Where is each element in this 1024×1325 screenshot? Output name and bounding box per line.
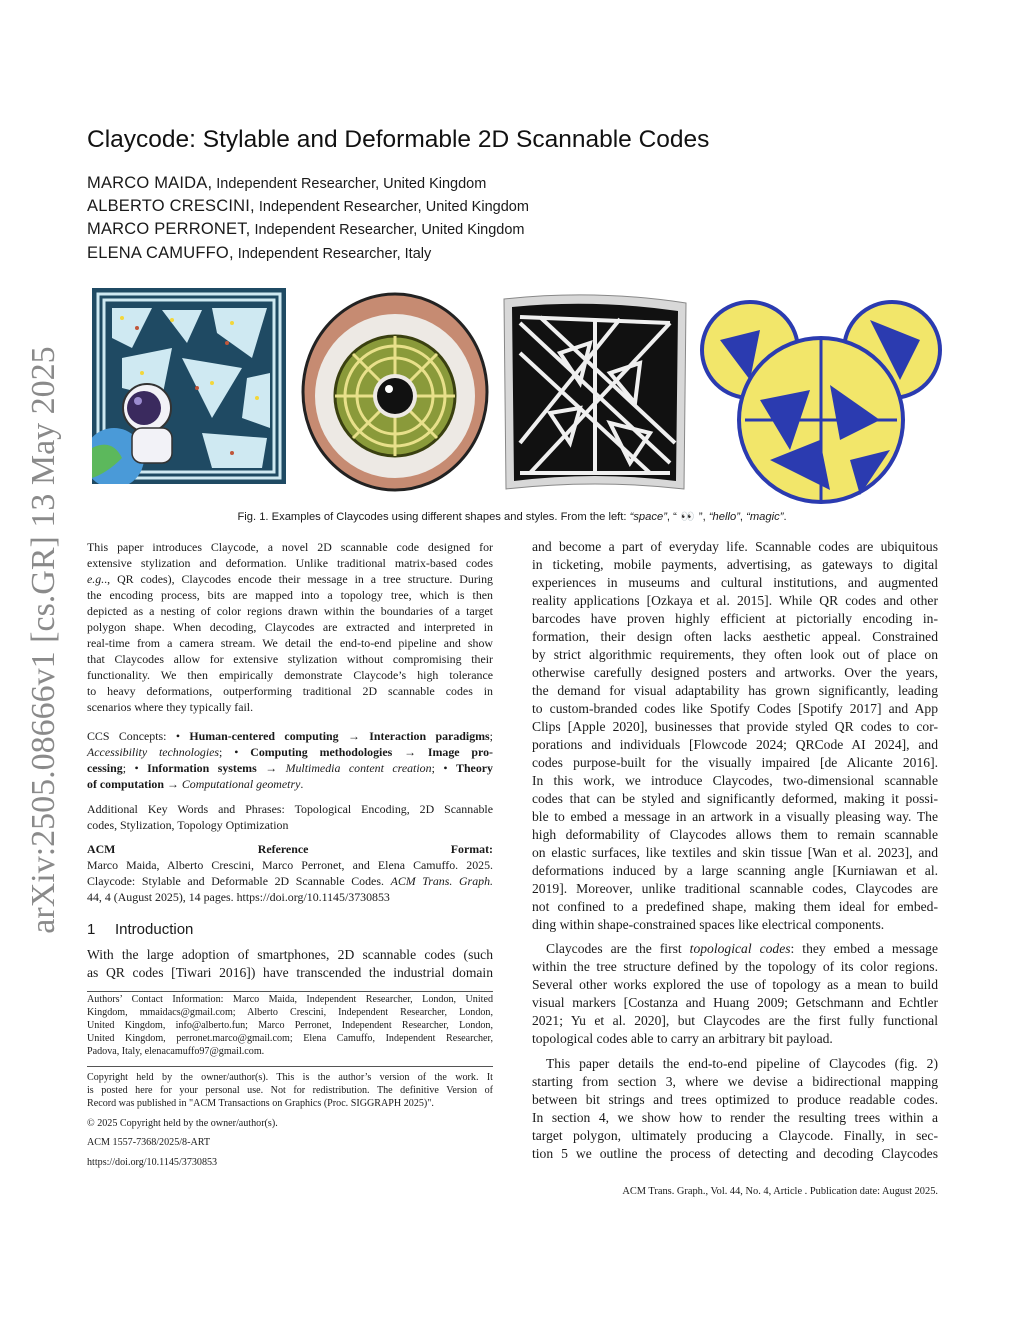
text-line: Additional Key Words and Phrases: Topological Encoding, 2D Scannable — [87, 802, 493, 816]
text-line — [87, 841, 493, 857]
italic-text: ACM Trans. Graph. — [390, 874, 493, 888]
text-line: https://doi.org/10.1145/3730853 — [87, 1156, 218, 1168]
italic-text: topological codes — [689, 941, 791, 957]
text-line: porations and individuals [Flowcode 2024; QRCode AI 2024], and — [532, 737, 938, 752]
section-heading-introduction — [87, 921, 193, 938]
text-line: ble to embed a message in an artwork in a visually pleasing way. The — [532, 809, 938, 824]
text-segment: Claycode: Stylable and Deformable 2D Scannable Codes. — [87, 874, 391, 888]
text-line: This paper introduces Claycode, a novel 2D scannable code designed for — [87, 540, 493, 554]
text-line: Copyright held by the owner/author(s). This is the author’s version of the work. It — [87, 1072, 493, 1083]
figure-caption — [0, 510, 1024, 523]
text-line: Record was published in "ACM Transactions on Graphics (Proc. SIGGRAPH 2025)". — [87, 1098, 434, 1109]
text-line: With the large adoption of smartphones, 2D scannable codes (such — [87, 947, 493, 962]
caption-separator: ”, — [698, 511, 709, 523]
text-line: within the tree structure defined by the topology of its color regions. — [532, 959, 938, 975]
section-number: 1 — [87, 921, 96, 938]
text-line: Clips [Apple 2020], businesses that provide styled QR codes to cor- — [532, 719, 938, 734]
section-title: Introduction — [115, 921, 194, 938]
claycode-magic-image — [700, 290, 942, 510]
paper-title: Claycode: Stylable and Deformable 2D Scannable Codes — [87, 126, 710, 153]
text-line: the demand for visual adaptability has grown significantly, leading — [532, 683, 938, 698]
author-affiliation: Independent Researcher, United Kingdom — [250, 222, 525, 238]
caption-separator: , — [739, 511, 747, 523]
text-line: formation, their design often lacks aesthetic appeal. Constrained — [532, 629, 938, 644]
bold-text: cessing — [87, 761, 123, 775]
text-line: © 2025 Copyright held by the owner/author(s). — [87, 1117, 278, 1129]
bold-text: Information systems — [147, 761, 257, 775]
bold-text: Theory — [456, 761, 494, 775]
text-line: barcodes have proven highly efficient at pictorially encoding in- — [532, 611, 938, 626]
text-segment: . — [300, 777, 304, 791]
caption-example-space: “space” — [629, 511, 667, 523]
author-name: MARCO PERRONET, — [87, 220, 251, 238]
text-line: United Kingdom, perronet.marco@gmail.com; Elena Camuffo, Independent Researcher, — [87, 1033, 493, 1044]
author-name: MARCO MAIDA, — [87, 174, 213, 192]
text-line: target polygon, ultimately producing a Claycode. Finally, in sec- — [532, 1127, 938, 1143]
text-line — [87, 760, 493, 776]
text-segment: → — [338, 729, 370, 743]
text-line: Padova, Italy, elenacamuffo97@gmail.com. — [87, 1046, 265, 1057]
text-line: by strict algorithmic requirements, they often look out of place on — [532, 647, 938, 662]
author-name: ELENA CAMUFFO, — [87, 244, 234, 262]
italic-text: Accessibility technologies — [87, 745, 220, 759]
text-line: to heavy deformations, outperforming traditional 2D scannable codes in — [87, 684, 493, 698]
text-line — [87, 571, 493, 587]
text-segment: : they embed a message — [790, 941, 938, 957]
text-segment: ; — [489, 729, 493, 743]
text-segment: → — [392, 745, 428, 759]
italic-text: Computational geometry — [181, 777, 301, 791]
text-line — [532, 940, 938, 958]
text-line: Several other works explored the use of topology as a mean to build — [532, 977, 938, 993]
text-line: This paper details the end-to-end pipeline of Claycodes (fig. 2) — [546, 1055, 938, 1071]
italic-text: Multimedia content creation — [285, 761, 432, 775]
text-line: high deformability of Claycodes allows them to remain scannable — [532, 827, 938, 842]
caption-end: . — [783, 511, 787, 523]
text-line: United Kingdom, info@alberto.fun; Marco Perronet, Independent Researcher, London, — [87, 1020, 493, 1031]
text-segment: ; • — [431, 761, 457, 775]
author-affiliation: Independent Researcher, United Kingdom — [212, 176, 487, 192]
text-segment: ., QR codes), Claycodes encode their message in a tree structure. During — [104, 572, 493, 586]
text-line: In this work, we introduce Claycodes, two-dimensional scannable — [532, 773, 938, 788]
text-line: visual markers [Costanza and Huang 2009; Getschmann and Echtler — [532, 995, 938, 1011]
text-line — [87, 728, 493, 744]
text-line: In section 4, we show how to render the resulting trees within a — [532, 1109, 938, 1125]
text-line: ACM 1557-7368/2025/8-ART — [87, 1137, 211, 1148]
text-line: to custom-branded codes like Spotify Codes [Spotify 2017] and App — [532, 701, 938, 716]
caption-text: Fig. 1. Examples of Claycodes using different shapes and styles. From the left: — [237, 511, 630, 523]
author-affiliation: Independent Researcher, United Kingdom — [254, 199, 529, 215]
author-line — [87, 174, 486, 193]
text-line: extensive stylization and deformation. Unlike traditional matrix-based codes — [87, 556, 493, 570]
bold-text: Computing methodologies — [250, 745, 393, 759]
text-line: codes, Stylization, Topology Optimization — [87, 818, 289, 832]
caption-example-hello: “hello” — [708, 511, 740, 523]
caption-example-magic: “magic” — [746, 511, 784, 523]
eyes-emoji-icon: 👀 — [680, 511, 695, 523]
arxiv-identifier-stamp: arXiv:2505.08666v1 [cs.GR] 13 May 2025 — [25, 346, 62, 934]
text-line: Kingdom, mmaidacs@gmail.com; Alberto Crescini, Independent Researcher, London, — [87, 1007, 493, 1018]
text-line: deformations induced by a large scanning angle [Kurniawan et al. — [532, 863, 938, 878]
text-line: 2019]. Moreover, unlike traditional scannable codes, Claycodes are — [532, 881, 938, 896]
text-line: codes purpose-built for the visually impaired [de Alicante 2016]. — [532, 755, 938, 770]
text-line — [87, 873, 493, 889]
claycode-space-image — [92, 288, 286, 484]
text-line: codes that can be styled and significantly deformed, making it possi- — [532, 791, 938, 806]
bold-text: ACM Reference Format: — [87, 842, 493, 856]
text-line: polygon shape. When decoding, Claycodes are extracted and interpreted in — [87, 620, 493, 634]
text-line: on elastic surfaces, like textiles and skin tissue [Wan et al. 2023], and — [532, 845, 938, 860]
text-line: that Claycodes allow for extensive stylization without compromising their — [87, 652, 493, 666]
claycode-eye-image — [301, 292, 489, 492]
text-line: scenarios where they typically fail. — [87, 700, 254, 714]
text-line: reality applications [Ozkaya et al. 2015]. While QR codes and other — [532, 593, 938, 608]
text-line: topological codes able to carry an arbitrary bit payload. — [532, 1031, 833, 1047]
text-line — [87, 744, 493, 760]
author-affiliation: Independent Researcher, Italy — [233, 246, 432, 262]
text-line: functionality. We then empirically demonstrate Claycode’s high tolerance — [87, 668, 493, 682]
text-segment: Claycodes are the first — [546, 941, 690, 957]
text-line: real-time from a camera stream. We detail the end-to-end pipeline and show — [87, 636, 493, 650]
text-line: the encoding process, bits are mapped into a topology tree, which is then — [87, 588, 493, 602]
text-segment: → — [256, 761, 286, 775]
page-footer: ACM Trans. Graph., Vol. 44, No. 4, Article . Publication date: August 2025. — [622, 1186, 938, 1197]
caption-separator: , “ — [666, 511, 677, 523]
author-name: ALBERTO CRESCINI, — [87, 197, 255, 215]
claycode-hello-image — [500, 293, 690, 493]
bold-text: Image pro- — [427, 745, 493, 759]
text-line: is posted here for your personal use. Not for redistribution. The definitive Version of — [87, 1085, 493, 1096]
author-line — [87, 244, 431, 263]
text-line: as QR codes [Tiwari 2016]) have transcended the industrial domain — [87, 965, 493, 980]
text-line: not confined to a predefined shape, making them ideal for embed- — [532, 899, 938, 914]
footnote-divider — [87, 991, 493, 992]
bold-text: of computation — [87, 777, 164, 791]
text-segment: CCS Concepts: • — [87, 729, 190, 743]
italic-text: e.g. — [87, 572, 105, 586]
bold-text: Human-centered computing — [189, 729, 339, 743]
text-line: depicted as a nesting of color regions drawn within the boundaries of a target — [87, 604, 493, 618]
text-line: in ticketing, mobile payments, advertising, as gateways to digital — [532, 557, 938, 572]
text-line: between bit strings and trees optimized to produce readable codes. — [532, 1091, 938, 1107]
text-line: starting from section 3, where we devise a bidirectional mapping — [532, 1073, 938, 1089]
author-line — [87, 220, 525, 239]
text-line: 2021; Yu et al. 2020], but Claycodes are the first fully functional — [532, 1013, 938, 1029]
text-line: Marco Maida, Alberto Crescini, Marco Perronet, and Elena Camuffo. 2025. — [87, 858, 493, 872]
text-segment: → — [163, 777, 182, 791]
text-line: ding within shape-constrained spaces like electrical components. — [532, 917, 885, 932]
text-line: otherwise carefully designed posters and artworks. Over the years, — [532, 665, 938, 680]
text-segment: ; • — [122, 761, 148, 775]
bold-text: Interaction paradigms — [369, 729, 490, 743]
text-line: 44, 4 (August 2025), 14 pages. https://doi.org/10.1145/3730853 — [87, 890, 390, 904]
text-line: tion 5 we outline the process of detecting and decoding Claycodes — [532, 1145, 938, 1161]
author-line — [87, 197, 529, 216]
text-line: experiences in museums and cultural institutions, and augmented — [532, 575, 938, 590]
text-line: and become a part of everyday life. Scannable codes are ubiquitous — [532, 539, 938, 554]
copyright-divider — [87, 1066, 493, 1067]
text-line — [87, 776, 493, 792]
text-line: Authors’ Contact Information: Marco Maida, Independent Researcher, London, United — [87, 994, 493, 1005]
text-segment: ; • — [219, 745, 251, 759]
